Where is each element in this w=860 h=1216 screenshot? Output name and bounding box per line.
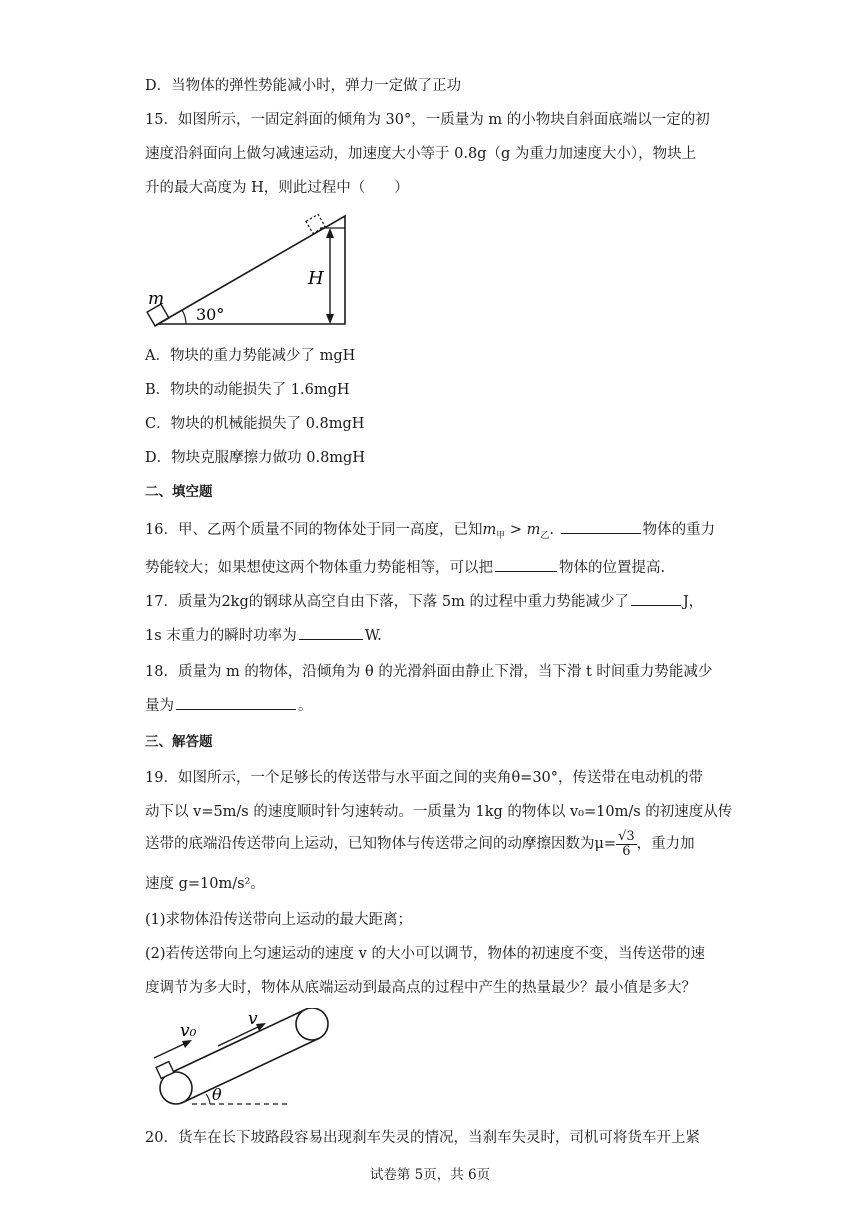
q19-part-2-line-1: (2)若传送带向上匀速运动的速度 v 的大小可以调节，物体的初速度不变，当传送带的速 — [145, 946, 705, 962]
q19-part-1: (1)求物体沿传送带向上运动的最大距离； — [145, 912, 413, 928]
conveyor-diagram — [148, 1008, 348, 1108]
q16-line-1: 16．甲、乙两个质量不同的物体处于同一高度，已知$m_甲 > m_乙$. 物体的重力 — [145, 518, 715, 541]
angle-label: 30° — [196, 305, 225, 324]
top-pulley — [296, 1008, 328, 1040]
belt-block — [156, 1062, 174, 1079]
v-arrow-line — [218, 1026, 260, 1046]
q16-line-2: 势能较大；如果想使这两个物体重力势能相等，可以把 物体的位置提高. — [145, 556, 665, 577]
q15-line-2: 速度沿斜面向上做匀减速运动，加速度大小等于 0.8g（g 为重力加速度大小），物块上 — [145, 146, 697, 162]
theta-arc — [206, 1094, 210, 1104]
mass-label: m — [148, 289, 165, 309]
q17-line-1: 17．质量为2kg的钢球从高空自由下落，下落 5m 的过程中重力势能减少了 J， — [145, 590, 703, 611]
q18-blank[interactable] — [176, 695, 296, 710]
q15-option-c: C．物块的机械能损失了 0.8mgH — [145, 416, 365, 432]
q19-line-3: 送带的底端沿传送带向上运动，已知物体与传送带之间的动摩擦因数为μ= $\frac{√3}{6}$ ，重力加 — [145, 829, 695, 859]
section-fill-in-heading: 二、填空题 — [145, 484, 213, 500]
incline-diagram — [140, 208, 360, 334]
height-arrow-up — [326, 228, 334, 238]
theta-label: θ — [212, 1085, 222, 1104]
q19-line-1: 19．如图所示，一个足够长的传送带与水平面之间的夹角θ=30°，传送带在电动机的带 — [145, 770, 704, 786]
q17-blank-1[interactable] — [631, 591, 681, 606]
height-label: H — [308, 268, 324, 289]
q19-line-2: 动下以 v=5m/s 的速度顺时针匀速转动。一质量为 1kg 的物体以 v₀=10m/s 的初速度从传 — [145, 804, 733, 820]
q17-line-2: 1s 末重力的瞬时功率为 W. — [145, 624, 382, 645]
mu-fraction: $\frac{√3}{6}$ — [618, 829, 635, 859]
section-answer-heading: 三、解答题 — [145, 734, 213, 750]
angle-arc — [182, 310, 186, 324]
v0-label: v₀ — [180, 1021, 197, 1041]
height-arrow-down — [326, 314, 334, 324]
q16-blank-2[interactable] — [495, 557, 557, 572]
q15-option-d: D．物块克服摩擦力做功 0.8mgH — [145, 450, 365, 466]
q15-option-a: A．物块的重力势能减少了 mgH — [145, 348, 356, 364]
v-label: v — [248, 1009, 258, 1029]
belt-lower — [184, 1038, 320, 1102]
q18-line-1: 18．质量为 m 的物体，沿倾角为 θ 的光滑斜面由静止下滑，当下滑 t 时间重力势能减少 — [145, 664, 713, 680]
q15-line-1: 15．如图所示，一固定斜面的倾角为 30°，一质量为 m 的小物块自斜面底端以一定的初 — [145, 112, 710, 128]
q15-option-b: B．物块的动能损失了 1.6mgH — [145, 382, 350, 398]
q20-line-1: 20．货车在长下坡路段容易出现刹车失灵的情况，当刹车失灵时，司机可将货车开上紧 — [145, 1130, 700, 1146]
q14-option-d: D．当物体的弹性势能减小时，弹力一定做了正功 — [145, 78, 462, 94]
q18-line-2: 量为 。 — [145, 694, 313, 715]
q17-blank-2[interactable] — [299, 625, 363, 640]
v0-arrow-line — [154, 1043, 186, 1058]
q19-line-4: 速度 g=10m/s²。 — [145, 876, 265, 892]
v0-arrow-head — [182, 1040, 192, 1048]
block-top-dashed — [306, 214, 325, 233]
q19-part-2-line-2: 度调节为多大时，物体从底端运动到最高点的过程中产生的热量最少？最小值是多大？ — [145, 980, 696, 996]
q16-blank-1[interactable] — [561, 519, 641, 534]
page-footer: 试卷第 5页，共 6页 — [369, 1167, 491, 1183]
q15-line-3: 升的最大高度为 H，则此过程中（ ） — [145, 180, 409, 196]
